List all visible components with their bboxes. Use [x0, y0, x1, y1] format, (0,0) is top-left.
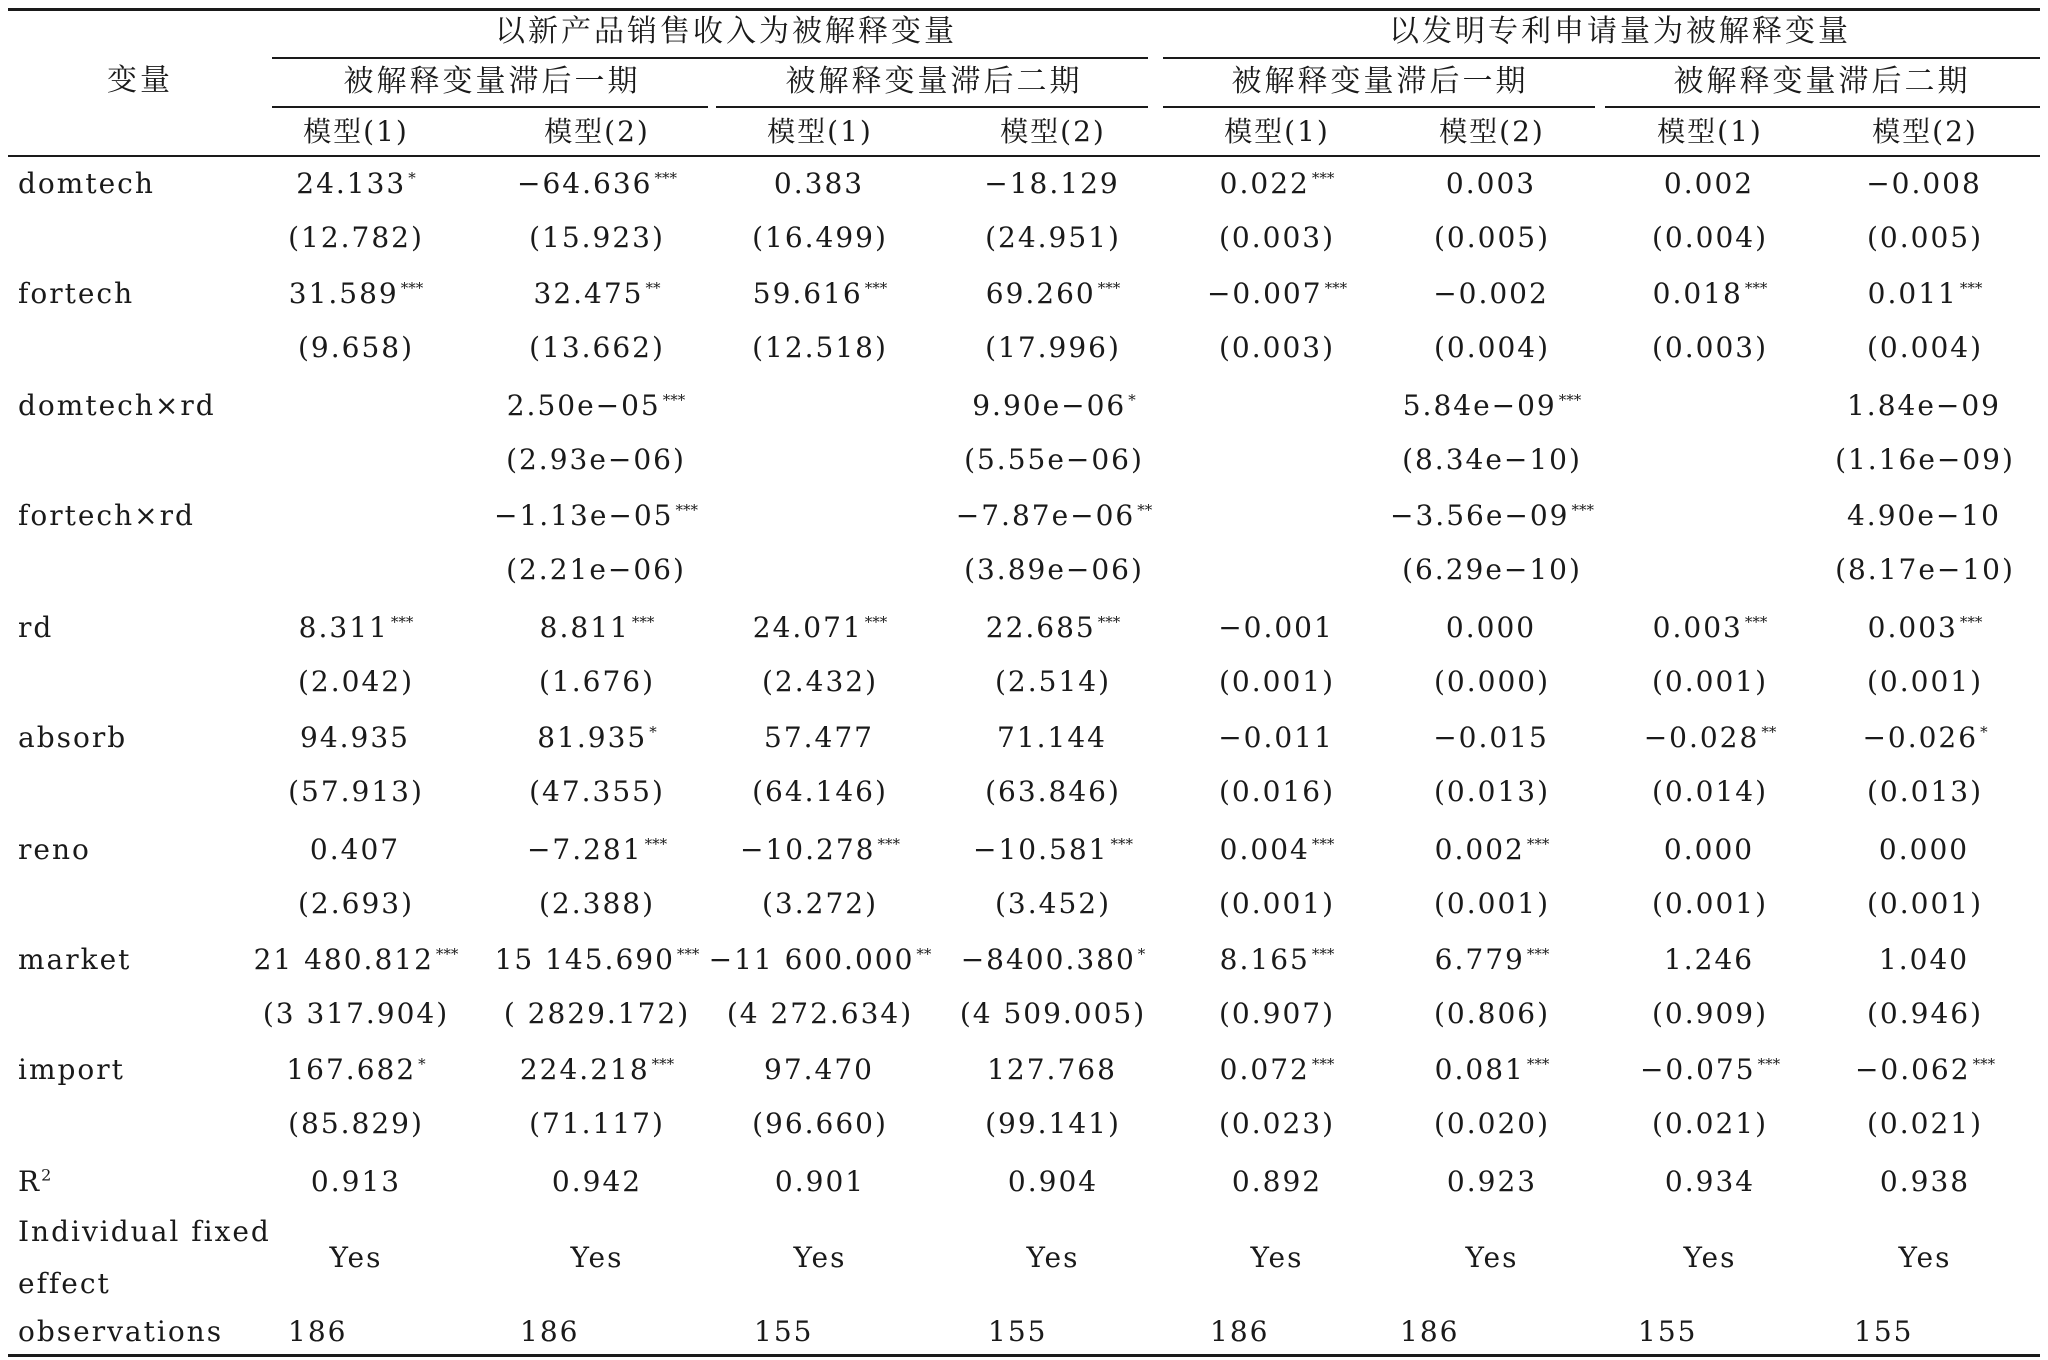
significance-stars: *** [1110, 834, 1133, 853]
row-label-rd: rd [18, 611, 54, 644]
coef-value: 0.003 [1652, 611, 1743, 644]
model-header: 模型(1) [1657, 115, 1763, 148]
r2-cell: 0.904 [1007, 1165, 1099, 1198]
significance-stars: *** [435, 944, 459, 963]
significance-stars: *** [1311, 168, 1335, 187]
significance-stars: *** [1526, 1054, 1550, 1073]
model-header: 模型(1) [303, 115, 409, 148]
coef-cell [527, 834, 667, 866]
coef-value: 0.022 [1219, 167, 1310, 200]
std-error-cell: (0.806) [1433, 997, 1551, 1030]
coef-cell [764, 1054, 876, 1086]
std-error-cell: (0.020) [1433, 1107, 1551, 1140]
coef-cell [495, 944, 700, 976]
coef-value: 71.144 [997, 721, 1107, 754]
coef-value: −0.002 [1433, 277, 1549, 310]
significance-stars: ** [916, 944, 932, 963]
fixed-effect-cell: Yes [1026, 1241, 1080, 1274]
coef-value: 24.133 [296, 167, 407, 200]
coef-cell [1218, 612, 1336, 644]
std-error-cell: (0.004) [1866, 331, 1984, 364]
std-error-cell: (71.117) [529, 1107, 665, 1140]
coef-cell [1446, 168, 1538, 200]
fixed-effect-cell: Yes [1683, 1241, 1737, 1274]
significance-stars: *** [1526, 944, 1550, 963]
coef-value: 0.407 [309, 833, 401, 866]
std-error-cell: (0.001) [1651, 665, 1769, 698]
lag-rule-3 [1163, 106, 1595, 108]
coef-value: 81.935 [537, 721, 648, 754]
observations-cell: 155 [988, 1315, 1048, 1348]
coef-value: 5.84e−09 [1402, 389, 1557, 422]
coef-cell [1207, 278, 1347, 310]
significance-stars: * [418, 1054, 426, 1073]
coef-cell [987, 1054, 1119, 1086]
row-label-fixed-effect-1: Individual fixed [18, 1215, 271, 1248]
std-error-cell: (64.146) [752, 775, 888, 808]
std-error-cell: (2.388) [538, 887, 656, 920]
coef-value: 127.768 [987, 1053, 1117, 1086]
coef-value: −0.007 [1206, 277, 1323, 310]
coef-value: 0.003 [1445, 167, 1537, 200]
significance-stars: *** [644, 834, 668, 853]
std-error-cell: (3 317.904) [262, 997, 450, 1030]
coef-value: 22.685 [985, 611, 1096, 644]
coef-cell [997, 722, 1109, 754]
coef-cell [1847, 390, 2003, 422]
coef-value: 94.935 [300, 721, 410, 754]
coef-value: 8.311 [298, 611, 389, 644]
row-label-market: market [18, 943, 132, 976]
significance-stars: *** [1558, 390, 1582, 409]
coef-value: 69.260 [985, 277, 1096, 310]
significance-stars: *** [1097, 612, 1121, 631]
coef-value: 9.90e−06 [972, 389, 1127, 422]
lag-header: 被解释变量滞后二期 [1673, 64, 1971, 99]
row-label-observations: observations [18, 1315, 224, 1348]
coef-cell [1220, 834, 1335, 866]
row-label-fixed-effect-2: effect [18, 1267, 111, 1300]
std-error-cell: (0.005) [1866, 221, 1984, 254]
coef-cell [740, 834, 900, 866]
significance-stars: *** [1959, 278, 1983, 297]
coef-value: 6.779 [1434, 943, 1525, 976]
coef-value: 0.004 [1219, 833, 1310, 866]
std-error-cell: ( 2829.172) [503, 997, 691, 1030]
coef-cell [1664, 168, 1756, 200]
r2-cell: 0.901 [774, 1165, 866, 1198]
coef-value: −1.13e−05 [494, 499, 674, 532]
coef-value: 1.246 [1663, 943, 1755, 976]
fixed-effect-cell: Yes [1898, 1241, 1952, 1274]
observations-cell: 186 [1210, 1315, 1270, 1348]
coef-value: 167.682 [286, 1053, 417, 1086]
coef-cell [1435, 834, 1550, 866]
lag-header: 被解释变量滞后二期 [785, 64, 1083, 99]
std-error-cell: (3.272) [761, 887, 879, 920]
coef-value: −18.129 [984, 167, 1120, 200]
coef-cell [1868, 278, 1983, 310]
coef-cell [986, 612, 1120, 644]
model-header: 模型(1) [767, 115, 873, 148]
std-error-cell: (63.846) [985, 775, 1121, 808]
significance-stars: *** [1744, 278, 1768, 297]
coef-cell [774, 168, 866, 200]
significance-stars: ** [1761, 722, 1777, 741]
coef-cell [764, 722, 876, 754]
coef-value: 0.002 [1434, 833, 1525, 866]
coef-value: −0.062 [1854, 1053, 1971, 1086]
std-error-cell: (0.946) [1866, 997, 1984, 1030]
lag-header: 被解释变量滞后一期 [343, 64, 641, 99]
std-error-cell: (0.005) [1433, 221, 1551, 254]
coef-value: 1.040 [1878, 943, 1970, 976]
r2-cell: 0.913 [310, 1165, 402, 1198]
coef-value: 2.50e−05 [506, 389, 661, 422]
top-rule [8, 8, 2040, 11]
std-error-cell: (24.951) [985, 221, 1121, 254]
group-header-patent: 以发明专利申请量为被解释变量 [1389, 14, 1851, 49]
std-error-cell: (16.499) [752, 221, 888, 254]
coef-value: 0.000 [1878, 833, 1970, 866]
std-error-cell: (57.913) [288, 775, 424, 808]
std-error-cell: (2.93e−06) [506, 443, 686, 476]
std-error-cell: (6.29e−10) [1402, 553, 1582, 586]
coef-cell [1868, 612, 1983, 644]
coef-cell [1847, 500, 2003, 532]
coef-cell [1664, 834, 1756, 866]
row-label-domtech-rd: domtech×rd [18, 389, 216, 422]
coef-cell [956, 500, 1152, 532]
coef-value: −10.581 [973, 833, 1109, 866]
std-error-cell: (99.141) [985, 1107, 1121, 1140]
std-error-cell: (17.996) [985, 331, 1121, 364]
coef-cell [254, 944, 459, 976]
significance-stars: *** [1757, 1054, 1781, 1073]
std-error-cell: (0.014) [1651, 775, 1769, 808]
coef-value: 0.081 [1434, 1053, 1525, 1086]
std-error-cell: (3.452) [994, 887, 1112, 920]
coef-value: −7.281 [526, 833, 643, 866]
model-header: 模型(2) [1872, 115, 1978, 148]
coef-value: 31.589 [288, 277, 399, 310]
std-error-cell: (15.923) [529, 221, 665, 254]
r2-cell: 0.942 [551, 1165, 643, 1198]
coef-cell [709, 944, 932, 976]
group-rule-left [272, 57, 1148, 59]
significance-stars: *** [1311, 834, 1335, 853]
std-error-cell: (3.89e−06) [964, 553, 1144, 586]
coef-value: 8.165 [1219, 943, 1310, 976]
coef-cell [1862, 722, 1987, 754]
std-error-cell: (4 509.005) [959, 997, 1147, 1030]
r2-cell: 0.938 [1879, 1165, 1971, 1198]
significance-stars: *** [1972, 1054, 1996, 1073]
coef-value: 0.000 [1445, 611, 1537, 644]
std-error-cell: (0.001) [1433, 887, 1551, 920]
significance-stars: *** [1571, 500, 1594, 519]
std-error-cell: (5.55e−06) [964, 443, 1144, 476]
coef-cell [1653, 612, 1768, 644]
significance-stars: * [1128, 390, 1136, 409]
std-error-cell: (0.021) [1866, 1107, 1984, 1140]
std-error-cell: (0.013) [1866, 775, 1984, 808]
lag-rule-1 [272, 106, 708, 108]
coef-value: −64.636 [517, 167, 653, 200]
coef-cell [1446, 612, 1538, 644]
coef-cell [299, 612, 414, 644]
coef-value: −3.56e−09 [1390, 499, 1570, 532]
fixed-effect-cell: Yes [570, 1241, 624, 1274]
coef-value: 1.84e−09 [1846, 389, 2002, 422]
std-error-cell: (13.662) [529, 331, 665, 364]
coef-value: 0.072 [1219, 1053, 1310, 1086]
coef-cell [973, 834, 1133, 866]
coef-cell [1435, 1054, 1550, 1086]
group-header-sales: 以新产品销售收入为被解释变量 [495, 14, 957, 49]
coef-cell [1390, 500, 1594, 532]
row-label-fortech-rd: fortech×rd [18, 499, 195, 532]
r2-cell: 0.923 [1446, 1165, 1538, 1198]
significance-stars: *** [662, 390, 686, 409]
std-error-cell: (2.514) [994, 665, 1112, 698]
std-error-cell: (85.829) [288, 1107, 424, 1140]
significance-stars: * [408, 168, 416, 187]
coef-value: 97.470 [764, 1053, 874, 1086]
significance-stars: *** [864, 612, 888, 631]
std-error-cell: (0.021) [1651, 1107, 1769, 1140]
model-header: 模型(2) [1000, 115, 1106, 148]
significance-stars: *** [676, 944, 700, 963]
std-error-cell: (2.042) [297, 665, 415, 698]
coef-cell [1879, 834, 1971, 866]
row-label-domtech: domtech [18, 167, 155, 200]
fixed-effect-cell: Yes [1465, 1241, 1519, 1274]
observations-cell: 155 [1638, 1315, 1698, 1348]
row-label-import: import [18, 1053, 125, 1086]
significance-stars: *** [1324, 278, 1348, 297]
std-error-cell: (96.660) [752, 1107, 888, 1140]
model-header: 模型(2) [1439, 115, 1545, 148]
coef-cell [1879, 944, 1971, 976]
std-error-cell: (0.004) [1433, 331, 1551, 364]
coef-value: 4.90e−10 [1846, 499, 2002, 532]
significance-stars: ** [1137, 500, 1153, 519]
fixed-effect-cell: Yes [1250, 1241, 1304, 1274]
coef-cell [507, 390, 686, 422]
coef-value: 0.003 [1867, 611, 1958, 644]
fixed-effect-cell: Yes [329, 1241, 383, 1274]
significance-stars: *** [651, 1054, 675, 1073]
observations-cell: 155 [1854, 1315, 1914, 1348]
coef-value: 224.218 [519, 1053, 650, 1086]
coef-value: 59.616 [752, 277, 863, 310]
coef-value: 15 145.690 [494, 943, 675, 976]
std-error-cell: (0.907) [1218, 997, 1336, 1030]
significance-stars: *** [390, 612, 414, 631]
bottom-rule [8, 1354, 2040, 1357]
row-label-r2: $R^2$ [18, 1165, 54, 1198]
coef-value: 32.475 [533, 277, 644, 310]
model-header: 模型(1) [1224, 115, 1330, 148]
coef-cell [753, 612, 887, 644]
significance-stars: *** [654, 168, 677, 187]
coef-value: −0.075 [1639, 1053, 1756, 1086]
coef-cell [534, 278, 661, 310]
significance-stars: * [1137, 944, 1146, 963]
significance-stars: * [649, 722, 657, 741]
significance-stars: * [1980, 722, 1988, 741]
observations-cell: 186 [1400, 1315, 1460, 1348]
lag-rule-4 [1605, 106, 2040, 108]
significance-stars: *** [1744, 612, 1768, 631]
std-error-cell: (0.001) [1866, 665, 1984, 698]
significance-stars: *** [1526, 834, 1550, 853]
significance-stars: *** [631, 612, 655, 631]
row-label-reno: reno [18, 833, 91, 866]
coef-value: −0.028 [1643, 721, 1760, 754]
std-error-cell: (0.909) [1651, 997, 1769, 1030]
std-error-cell: (0.001) [1651, 887, 1769, 920]
std-error-cell: (12.782) [288, 221, 424, 254]
group-rule-right [1163, 57, 2040, 59]
coef-cell [1640, 1054, 1780, 1086]
coef-cell [540, 612, 655, 644]
coef-value: 0.383 [773, 167, 865, 200]
observations-cell: 155 [754, 1315, 814, 1348]
significance-stars: *** [877, 834, 900, 853]
coef-cell [1433, 722, 1551, 754]
coef-cell [494, 500, 698, 532]
std-error-cell: (0.016) [1218, 775, 1336, 808]
coef-cell [1653, 278, 1768, 310]
significance-stars: *** [1959, 612, 1983, 631]
std-error-cell: (8.34e−10) [1402, 443, 1582, 476]
lag-header: 被解释变量滞后一期 [1231, 64, 1529, 99]
std-error-cell: (1.16e−09) [1835, 443, 2015, 476]
coef-cell [986, 278, 1120, 310]
coef-cell [753, 278, 887, 310]
std-error-cell: (1.676) [538, 665, 656, 698]
significance-stars: *** [1311, 944, 1335, 963]
coef-value: 0.011 [1867, 277, 1958, 310]
r2-cell: 0.934 [1664, 1165, 1756, 1198]
std-error-cell: (0.001) [1866, 887, 1984, 920]
std-error-cell: (12.518) [752, 331, 888, 364]
std-error-cell: (0.003) [1218, 331, 1336, 364]
coef-value: 0.018 [1652, 277, 1743, 310]
coef-cell [1855, 1054, 1995, 1086]
model-header: 模型(2) [544, 115, 650, 148]
coef-value: 24.071 [752, 611, 863, 644]
std-error-cell: (0.004) [1651, 221, 1769, 254]
coef-cell [961, 944, 1146, 976]
row-label-fortech: fortech [18, 277, 135, 310]
coef-cell [517, 168, 677, 200]
coef-value: 21 480.812 [253, 943, 434, 976]
std-error-cell: (9.658) [297, 331, 415, 364]
row-label-absorb: absorb [18, 721, 128, 754]
header-rule [8, 155, 2040, 157]
coef-cell [1433, 278, 1551, 310]
fixed-effect-cell: Yes [793, 1241, 847, 1274]
coef-cell [1644, 722, 1777, 754]
observations-cell: 186 [288, 1315, 348, 1348]
coef-value: 0.002 [1663, 167, 1755, 200]
coef-value: −11 600.000 [708, 943, 915, 976]
significance-stars: *** [864, 278, 888, 297]
std-error-cell: (0.000) [1433, 665, 1551, 698]
significance-stars: *** [400, 278, 424, 297]
std-error-cell: (2.693) [297, 887, 415, 920]
significance-stars: *** [1097, 278, 1121, 297]
coef-value: −8400.380 [960, 943, 1136, 976]
significance-stars: *** [675, 500, 698, 519]
coef-cell [1403, 390, 1582, 422]
coef-cell [1435, 944, 1550, 976]
coef-cell [1866, 168, 1984, 200]
std-error-cell: (8.17e−10) [1835, 553, 2015, 586]
coef-cell [984, 168, 1121, 200]
std-error-cell: (47.355) [529, 775, 665, 808]
coef-cell [289, 278, 423, 310]
coef-cell [310, 834, 402, 866]
coef-value: −7.87e−06 [955, 499, 1136, 532]
std-error-cell: (2.21e−06) [506, 553, 686, 586]
coef-value: −0.015 [1433, 721, 1549, 754]
observations-cell: 186 [520, 1315, 580, 1348]
coef-value: 57.477 [764, 721, 874, 754]
coef-value: 8.811 [539, 611, 630, 644]
std-error-cell: (0.003) [1651, 331, 1769, 364]
coef-cell [300, 722, 412, 754]
lag-rule-2 [716, 106, 1148, 108]
coef-value: −0.001 [1218, 611, 1334, 644]
coef-cell [537, 722, 656, 754]
coef-value: 0.000 [1663, 833, 1755, 866]
coef-cell [520, 1054, 674, 1086]
coef-cell [1220, 944, 1335, 976]
coef-value: −0.011 [1218, 721, 1334, 754]
std-error-cell: (0.001) [1218, 887, 1336, 920]
significance-stars: *** [1311, 1054, 1335, 1073]
coef-cell [1220, 1054, 1335, 1086]
coef-value: −0.008 [1866, 167, 1982, 200]
std-error-cell: (0.003) [1218, 221, 1336, 254]
coef-value: −0.026 [1862, 721, 1979, 754]
coef-value: −10.278 [740, 833, 876, 866]
std-error-cell: (2.432) [761, 665, 879, 698]
std-error-cell: (0.023) [1218, 1107, 1336, 1140]
significance-stars: ** [645, 278, 661, 297]
coef-cell [972, 390, 1136, 422]
std-error-cell: (4 272.634) [726, 997, 914, 1030]
std-error-cell: (0.001) [1218, 665, 1336, 698]
coef-cell [296, 168, 415, 200]
coef-cell [1218, 722, 1336, 754]
variable-header: 变量 [107, 63, 173, 98]
r2-cell: 0.892 [1231, 1165, 1323, 1198]
coef-cell [286, 1054, 425, 1086]
coef-cell [1664, 944, 1756, 976]
coef-cell [1220, 168, 1335, 200]
std-error-cell: (0.013) [1433, 775, 1551, 808]
